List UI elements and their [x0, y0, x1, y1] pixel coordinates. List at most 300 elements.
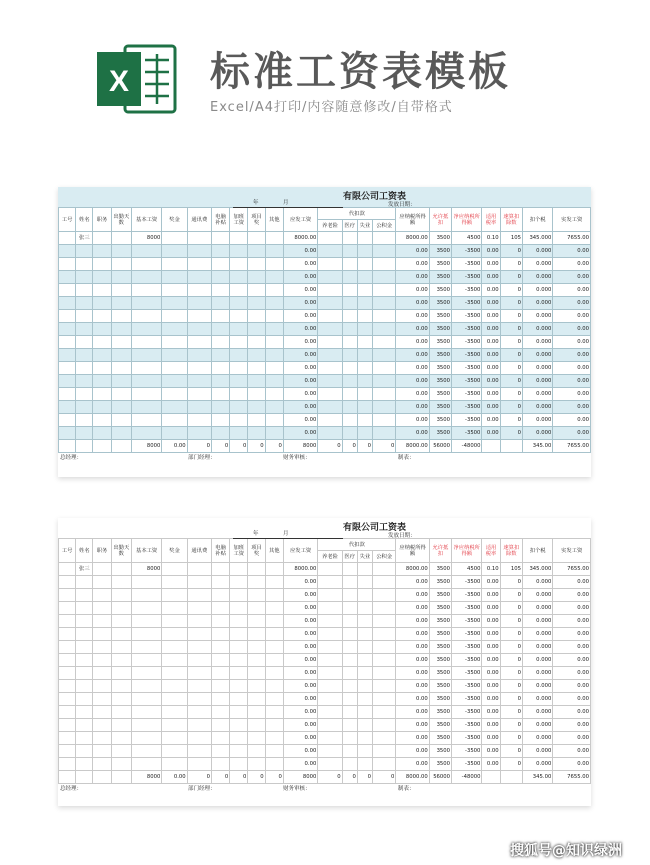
table-cell: 0.00: [482, 414, 500, 427]
table-cell: [187, 641, 211, 654]
table-cell: [265, 245, 283, 258]
table-cell: 0.00: [553, 680, 591, 693]
table-cell: 0.00: [283, 414, 317, 427]
table-cell: [111, 602, 131, 615]
table-cell: [357, 602, 372, 615]
table-cell: 0.00: [553, 245, 591, 258]
table-cell: 0: [248, 771, 265, 784]
table-cell: 0.00: [396, 401, 429, 414]
year-label: 年: [253, 200, 259, 206]
table-cell: 0: [230, 440, 248, 453]
table-cell: 0: [500, 667, 522, 680]
table-cell: 0.00: [482, 758, 500, 771]
table-cell: [131, 628, 161, 641]
table-cell: -3500: [452, 336, 482, 349]
table-cell: 8000: [131, 440, 161, 453]
table-row: [59, 719, 591, 732]
column-header: 扣个税: [522, 539, 552, 563]
table-cell: 0.00: [283, 719, 317, 732]
table-cell: 0.00: [482, 336, 500, 349]
table-cell: [373, 310, 396, 323]
table-cell: [357, 719, 372, 732]
table-cell: [248, 758, 265, 771]
table-cell: [211, 284, 229, 297]
table-cell: [93, 680, 111, 693]
table-cell: [93, 258, 111, 271]
table-cell: 0.00: [553, 349, 591, 362]
gm-label: 总经理：: [60, 786, 83, 792]
table-cell: [187, 375, 211, 388]
table-cell: 0.00: [396, 576, 429, 589]
table-cell: [59, 310, 76, 323]
table-cell: 0: [500, 576, 522, 589]
table-cell: 56000: [429, 771, 451, 784]
table-cell: [187, 336, 211, 349]
table-cell: 56000: [429, 440, 451, 453]
table-cell: 7655.00: [553, 440, 591, 453]
table-cell: [187, 414, 211, 427]
table-cell: [248, 375, 265, 388]
table-cell: 0.00: [482, 680, 500, 693]
table-cell: [248, 414, 265, 427]
table-cell: [318, 667, 342, 680]
table-cell: 345.000: [522, 563, 552, 576]
table-cell: [93, 602, 111, 615]
table-cell: [187, 576, 211, 589]
table-cell: 0: [265, 771, 283, 784]
table-cell: [187, 232, 211, 245]
table-cell: [230, 589, 248, 602]
table-cell: 0.00: [553, 641, 591, 654]
table-cell: [131, 388, 161, 401]
table-cell: [131, 602, 161, 615]
table-cell: [211, 336, 229, 349]
table-cell: [76, 745, 93, 758]
table-cell: [248, 706, 265, 719]
table-cell: 0.00: [283, 375, 317, 388]
table-cell: [248, 401, 265, 414]
table-row: [59, 271, 591, 284]
sheet-header: [58, 187, 591, 207]
table-cell: 4500: [452, 563, 482, 576]
table-row: [59, 349, 591, 362]
signature-line: [58, 453, 591, 463]
table-cell: [373, 615, 396, 628]
table-cell: 3500: [429, 719, 451, 732]
table-cell: [342, 641, 357, 654]
table-cell: [357, 310, 372, 323]
table-cell: [59, 336, 76, 349]
table-cell: 0: [357, 771, 372, 784]
table-cell: 0.00: [396, 667, 429, 680]
table-cell: 0.00: [396, 680, 429, 693]
pay-date-label: 发放日期：: [388, 533, 416, 539]
table-cell: [265, 232, 283, 245]
table-cell: [318, 602, 342, 615]
table-cell: [93, 232, 111, 245]
table-cell: 0.00: [553, 414, 591, 427]
table-cell: [373, 576, 396, 589]
table-cell: 0.00: [482, 297, 500, 310]
table-cell: [318, 732, 342, 745]
table-cell: [248, 258, 265, 271]
column-header: 其他: [265, 208, 283, 232]
table-cell: [76, 654, 93, 667]
table-cell: [248, 388, 265, 401]
table-cell: [162, 628, 187, 641]
table-cell: 0: [500, 297, 522, 310]
table-cell: 3500: [429, 232, 451, 245]
table-cell: [162, 297, 187, 310]
table-cell: [248, 336, 265, 349]
table-cell: [265, 310, 283, 323]
table-cell: 0.000: [522, 615, 552, 628]
table-cell: [59, 745, 76, 758]
table-cell: [211, 297, 229, 310]
table-cell: [131, 641, 161, 654]
table-cell: [342, 284, 357, 297]
table-cell: 345.00: [522, 771, 552, 784]
table-row: [59, 693, 591, 706]
table-cell: [162, 654, 187, 667]
table-cell: 0: [500, 641, 522, 654]
table-cell: [211, 258, 229, 271]
table-cell: [111, 284, 131, 297]
table-cell: [187, 615, 211, 628]
table-cell: [187, 719, 211, 732]
table-cell: [93, 336, 111, 349]
column-header: 工号: [59, 208, 76, 232]
table-cell: [265, 323, 283, 336]
table-cell: [211, 615, 229, 628]
table-cell: [265, 336, 283, 349]
table-cell: [76, 375, 93, 388]
table-cell: [131, 245, 161, 258]
table-cell: [59, 680, 76, 693]
table-cell: 0.00: [162, 771, 187, 784]
table-cell: [230, 745, 248, 758]
table-cell: [111, 745, 131, 758]
table-cell: [230, 362, 248, 375]
table-cell: 3500: [429, 706, 451, 719]
table-cell: [187, 284, 211, 297]
table-cell: 0: [265, 440, 283, 453]
table-cell: 0.00: [482, 602, 500, 615]
column-header: 适用税率: [482, 208, 500, 232]
table-cell: [248, 667, 265, 680]
table-cell: 0: [500, 628, 522, 641]
table-cell: 0.00: [283, 654, 317, 667]
table-cell: [318, 628, 342, 641]
table-cell: [318, 615, 342, 628]
table-cell: 8000.00: [396, 563, 429, 576]
table-cell: 0.00: [553, 271, 591, 284]
table-cell: [342, 245, 357, 258]
table-cell: [131, 271, 161, 284]
table-cell: [265, 745, 283, 758]
table-cell: [265, 284, 283, 297]
table-cell: [230, 349, 248, 362]
table-cell: 0.00: [396, 362, 429, 375]
table-cell: 0: [500, 284, 522, 297]
table-cell: 3500: [429, 297, 451, 310]
table-cell: 3500: [429, 589, 451, 602]
column-header: 速算扣除数: [500, 539, 522, 563]
table-cell: [265, 362, 283, 375]
table-cell: 0: [187, 440, 211, 453]
table-cell: [373, 245, 396, 258]
table-cell: [93, 284, 111, 297]
table-cell: [93, 297, 111, 310]
table-cell: [373, 693, 396, 706]
table-cell: -3500: [452, 401, 482, 414]
table-cell: 345.000: [522, 232, 552, 245]
table-cell: 0.00: [553, 758, 591, 771]
column-header: 失业: [357, 551, 372, 563]
table-cell: 0.00: [283, 576, 317, 589]
table-row: [59, 362, 591, 375]
salary-table: [58, 207, 591, 453]
table-cell: [131, 336, 161, 349]
table-cell: 0.00: [396, 427, 429, 440]
table-row: [59, 667, 591, 680]
table-cell: [230, 693, 248, 706]
year-month-line: [233, 531, 343, 539]
table-cell: 0.10: [482, 563, 500, 576]
table-cell: [131, 745, 161, 758]
table-cell: 0.00: [396, 297, 429, 310]
table-cell: -48000: [452, 771, 482, 784]
table-cell: 0.00: [396, 732, 429, 745]
table-cell: [357, 245, 372, 258]
table-cell: 0.00: [482, 284, 500, 297]
table-cell: [111, 258, 131, 271]
table-cell: 0: [500, 414, 522, 427]
table-cell: 0.00: [283, 706, 317, 719]
column-header: 职务: [93, 208, 111, 232]
table-cell: -3500: [452, 758, 482, 771]
table-cell: [211, 362, 229, 375]
column-header: 应纳税所得额: [396, 539, 429, 563]
table-cell: [187, 271, 211, 284]
table-cell: [342, 258, 357, 271]
table-cell: [111, 680, 131, 693]
column-header: 加班工资: [230, 539, 248, 563]
table-cell: -3500: [452, 589, 482, 602]
table-cell: 0.000: [522, 310, 552, 323]
table-cell: 0: [373, 771, 396, 784]
table-cell: 0.00: [283, 245, 317, 258]
table-cell: [318, 375, 342, 388]
table-cell: 8000: [131, 771, 161, 784]
table-cell: [131, 375, 161, 388]
table-cell: 0.000: [522, 323, 552, 336]
table-row: [59, 284, 591, 297]
table-cell: [111, 563, 131, 576]
table-cell: [342, 388, 357, 401]
table-cell: [248, 232, 265, 245]
table-cell: 0.00: [553, 745, 591, 758]
table-cell: 0.00: [283, 388, 317, 401]
table-cell: [357, 563, 372, 576]
table-cell: [230, 245, 248, 258]
year-label: 年: [253, 531, 259, 537]
table-cell: 0.000: [522, 388, 552, 401]
table-cell: [111, 336, 131, 349]
table-cell: 0.00: [283, 401, 317, 414]
table-cell: [265, 401, 283, 414]
column-header: 通讯费: [187, 208, 211, 232]
table-cell: [187, 349, 211, 362]
table-cell: [93, 615, 111, 628]
table-cell: 3500: [429, 271, 451, 284]
table-cell: [59, 284, 76, 297]
table-row: [59, 414, 591, 427]
table-cell: [373, 719, 396, 732]
table-cell: [111, 576, 131, 589]
table-cell: 8000.00: [396, 440, 429, 453]
column-header: 通讯费: [187, 539, 211, 563]
table-cell: [59, 323, 76, 336]
table-cell: 0: [500, 245, 522, 258]
table-cell: 0: [373, 440, 396, 453]
table-cell: 0.000: [522, 693, 552, 706]
table-cell: [357, 375, 372, 388]
table-cell: [111, 615, 131, 628]
table-cell: 345.00: [522, 440, 552, 453]
table-cell: 0.000: [522, 576, 552, 589]
table-cell: [373, 680, 396, 693]
table-cell: 0.00: [396, 310, 429, 323]
table-cell: [265, 693, 283, 706]
table-cell: -3500: [452, 323, 482, 336]
table-cell: 0.00: [396, 602, 429, 615]
table-cell: -3500: [452, 375, 482, 388]
table-cell: [211, 706, 229, 719]
table-cell: 0.00: [396, 654, 429, 667]
table-row: [59, 323, 591, 336]
table-row: [59, 745, 591, 758]
header-row: [59, 208, 591, 220]
pay-date-label: 发放日期：: [388, 202, 416, 208]
table-cell: [248, 576, 265, 589]
table-cell: [76, 388, 93, 401]
table-cell: 0.000: [522, 375, 552, 388]
table-cell: [230, 628, 248, 641]
table-cell: [76, 758, 93, 771]
table-row: [59, 758, 591, 771]
table-cell: 0.00: [482, 310, 500, 323]
table-cell: [373, 349, 396, 362]
table-cell: [373, 271, 396, 284]
table-cell: [59, 388, 76, 401]
table-cell: [211, 232, 229, 245]
table-cell: [93, 362, 111, 375]
table-cell: 0.000: [522, 602, 552, 615]
table-cell: [111, 706, 131, 719]
column-header: 实发工资: [553, 539, 591, 563]
table-cell: 3500: [429, 563, 451, 576]
column-header: 医疗: [342, 220, 357, 232]
table-cell: 张三: [76, 563, 93, 576]
table-cell: [187, 602, 211, 615]
table-cell: [162, 258, 187, 271]
company-title: 有限公司工资表: [343, 192, 407, 202]
table-cell: 0.00: [283, 284, 317, 297]
table-cell: [131, 693, 161, 706]
column-header: 项目奖: [248, 539, 265, 563]
table-row: [59, 245, 591, 258]
table-cell: [59, 667, 76, 680]
table-cell: [59, 232, 76, 245]
table-cell: [357, 297, 372, 310]
column-header: 养老险: [318, 551, 342, 563]
table-cell: 0.00: [553, 706, 591, 719]
table-cell: [162, 401, 187, 414]
table-cell: -3500: [452, 427, 482, 440]
table-cell: [111, 589, 131, 602]
table-cell: [93, 310, 111, 323]
svg-text:X: X: [108, 65, 130, 98]
table-cell: [265, 576, 283, 589]
table-cell: [342, 719, 357, 732]
table-cell: [373, 401, 396, 414]
table-cell: 3500: [429, 427, 451, 440]
table-cell: 3500: [429, 615, 451, 628]
table-cell: [373, 414, 396, 427]
table-cell: [357, 641, 372, 654]
table-cell: [93, 375, 111, 388]
table-cell: 0: [500, 719, 522, 732]
table-cell: 3500: [429, 667, 451, 680]
table-cell: [59, 245, 76, 258]
table-cell: [111, 271, 131, 284]
table-cell: [131, 310, 161, 323]
table-cell: -3500: [452, 719, 482, 732]
table-cell: 0.00: [482, 628, 500, 641]
table-cell: 0.00: [553, 427, 591, 440]
table-cell: [357, 758, 372, 771]
table-cell: [373, 641, 396, 654]
table-cell: 0.00: [553, 362, 591, 375]
totals-row: [59, 771, 591, 784]
table-cell: 0.00: [553, 628, 591, 641]
table-cell: [230, 271, 248, 284]
table-cell: [187, 732, 211, 745]
table-cell: [111, 388, 131, 401]
table-cell: 0.00: [482, 706, 500, 719]
table-cell: [357, 284, 372, 297]
column-header: 公积金: [373, 220, 396, 232]
table-cell: [342, 667, 357, 680]
table-cell: [318, 245, 342, 258]
table-cell: [131, 589, 161, 602]
column-header: 失业: [357, 220, 372, 232]
table-cell: 8000.00: [396, 232, 429, 245]
table-cell: 8000: [283, 440, 317, 453]
table-cell: 0.00: [553, 602, 591, 615]
table-cell: 0.000: [522, 745, 552, 758]
table-cell: 0.00: [482, 654, 500, 667]
table-cell: [482, 771, 500, 784]
table-cell: [187, 706, 211, 719]
table-cell: -3500: [452, 615, 482, 628]
table-cell: 0: [211, 440, 229, 453]
table-cell: [162, 732, 187, 745]
table-cell: [162, 758, 187, 771]
table-cell: 0: [500, 401, 522, 414]
table-cell: [111, 297, 131, 310]
